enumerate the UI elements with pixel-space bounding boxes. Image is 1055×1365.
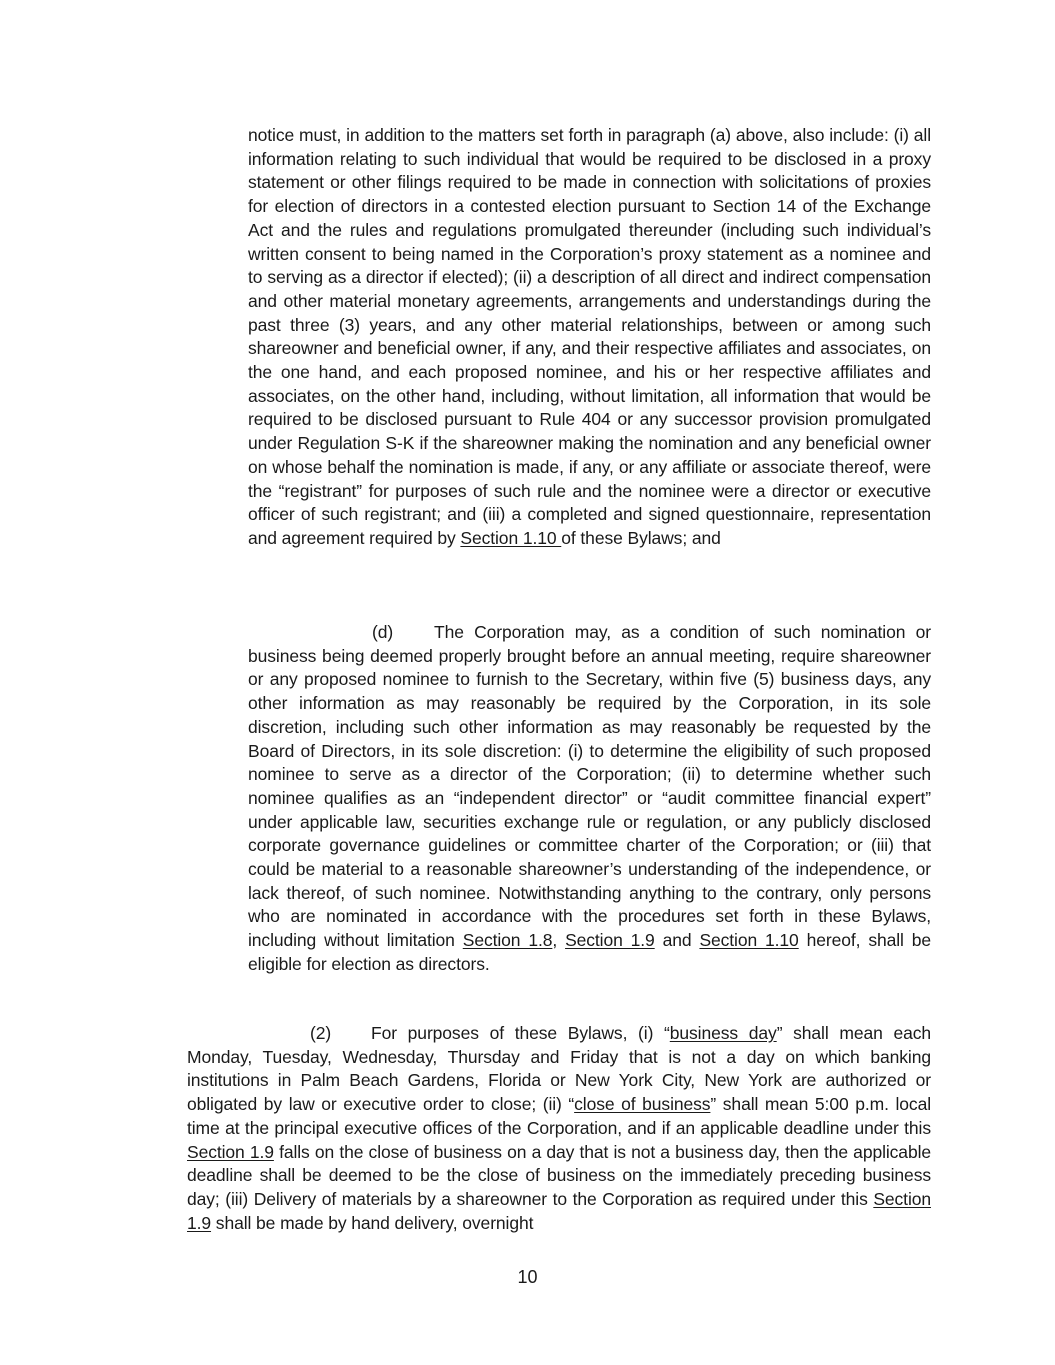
paragraph-text: of these Bylaws; and	[561, 527, 721, 548]
section-reference: Section 1.9	[565, 930, 655, 951]
paragraph-text: and	[654, 930, 700, 951]
paragraph-text: ” shall mean each Monday, Tuesday, Wednesday, Thursday and Friday that is not a day on which banking institutions in Palm Beach Gardens, Florida or New York City, New York are authorized or obligated by law or executive order to close; (ii) “	[187, 1023, 932, 1115]
paragraph-nominee-information	[248, 124, 931, 551]
section-reference: Section 1.9	[187, 1188, 931, 1233]
paragraph-text: shall be made by hand delivery, overnight	[211, 1212, 534, 1233]
paragraph-text: ,	[552, 930, 566, 951]
paragraph-label: (2)	[310, 1023, 332, 1043]
paragraph-2-definitions	[187, 1022, 931, 1235]
paragraph-d	[248, 621, 931, 977]
section-reference: Section 1.8	[462, 930, 553, 951]
page-number: 10	[517, 1267, 538, 1287]
paragraph-text: falls on the close of business on a day that is not a business day, then the applicable deadline shall be deemed to be the close of business on the immediately preceding business day; (iii) Delivery of materials by a shareowner to the Corporation as required under this	[187, 1141, 931, 1209]
paragraph-text: The Corporation may, as a condition of such nomination or business being deemed properly brought before an annual meeting, require shareowner or any proposed nominee to furnish to the Secretary, within five (5) business days, any other information as may reasonably be required by the Corporation, in its sole discretion, including such other information as may reasonably be requested by the Board of Directors, in its sole discretion: (i) to determine the eligibility of such proposed nominee to serve as a director of the Corporation; (ii) to determine whether such nominee qualifies as an “independent director” or “audit committee financial expert” under applicable law, securities exchange rule or regulation, or any publicly disclosed corporate governance guidelines or committee charter of the Corporation; or (iii) that could be material to a reasonable shareowner’s understanding of the independence, or lack thereof, of such nominee. Notwithstanding anything to the contrary, only persons who are nominated in accordance with the procedures set forth in these Bylaws, including without limitation	[248, 622, 931, 951]
paragraph-text: hereof, shall be eligible for election as directors.	[248, 930, 932, 974]
defined-term: close of business	[574, 1094, 711, 1115]
section-reference: Section 1.10	[460, 527, 562, 548]
defined-term: business day	[669, 1023, 777, 1043]
paragraph-label: (d)	[372, 622, 394, 642]
section-reference: Section 1.10	[699, 930, 799, 951]
paragraph-text: notice must, in addition to the matters set forth in paragraph (a) above, also include: (i) all information relating to such individual that would be required to be disclosed in a proxy statement or other filings required to be made in connection with solicitations of proxies for election of directors in a contested election pursuant to Section 14 of the Exchange Act and the rules and regulations promulgated thereunder (including such individual’s written consent to being named in the Corporation’s proxy statement as a nominee and to serving as a director if elected); (ii) a description of all direct and indirect compensation and other material monetary agreements, arrangements and understandings during the past three (3) years, and any other material relationships, between or among such shareowner and beneficial owner, if any, and their respective affiliates and associates, on the one hand, and each proposed nominee, and his or her respective affiliates and associates, on the other hand, including, without limitation, all information that would be required to be disclosed pursuant to Rule 404 or any successor provision promulgated under Regulation S-K if the shareowner making the nomination and any beneficial owner on whose behalf the nomination is made, if any, or any affiliate or associate thereof, were the “registrant” for purposes of such rule and the nominee were a director or executive officer of such registrant; and (iii) a completed and signed questionnaire, representation and agreement required by	[248, 125, 931, 548]
paragraph-text: For purposes of these Bylaws, (i) “	[371, 1023, 670, 1043]
section-reference: Section 1.9	[187, 1141, 274, 1162]
paragraph-text: ” shall mean 5:00 p.m. local time at the principal executive offices of the Corporation, and if an applicable deadline under this	[187, 1094, 931, 1138]
